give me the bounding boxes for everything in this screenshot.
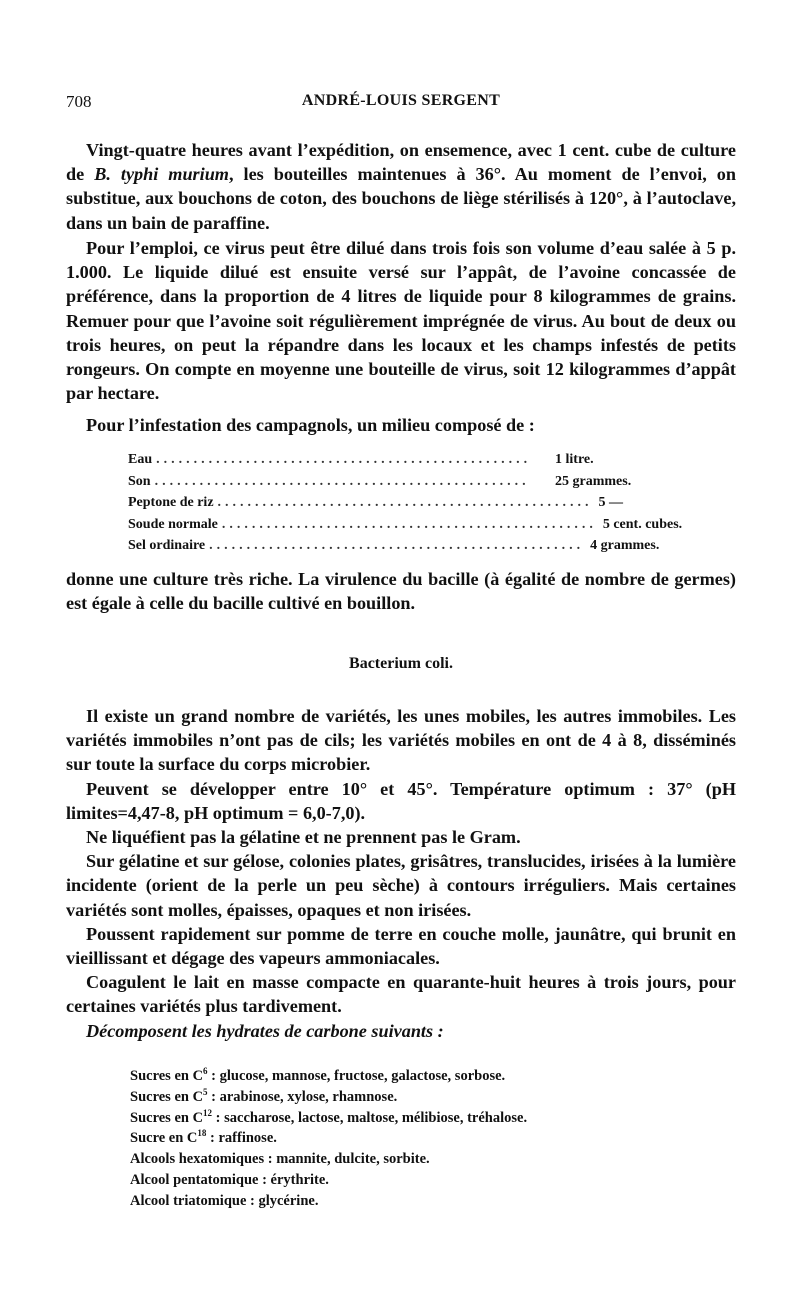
running-head: ANDRÉ-LOUIS SERGENT bbox=[301, 92, 501, 109]
section-body bbox=[66, 704, 736, 1043]
paragraph-text: Poussent rapidement sur pomme de terre en couche molle, jaunâtre, qui brunit en vieillissant et dégage des vapeurs ammoniacales. bbox=[66, 923, 736, 969]
list-item: Sucres en $C^{12}$ : saccharose, lactose, maltose, mélibiose, tréhalose. bbox=[130, 1107, 528, 1126]
list-item: Sucres en $C^6$ : glucose, mannose, fructose, galactose, sorbose. bbox=[130, 1066, 506, 1084]
carbohydrate-list bbox=[130, 1066, 690, 1212]
dot-leader: .................................................. bbox=[154, 473, 530, 489]
dot-leader: .................................................. bbox=[156, 452, 532, 467]
paragraph-text: Coagulent le lait en masse compacte en quarante-huit heures à trois jours, pour certaines variétés plus tardivement. bbox=[66, 972, 736, 1017]
paragraph-text: donne une culture très riche. La virulence du bacille (à égalité de nombre de germes) est égale à celle du bacille cultivé en bouillon. bbox=[66, 569, 736, 614]
recipe-row bbox=[128, 516, 683, 539]
species-name: B. typhi murium bbox=[94, 164, 229, 185]
page-header bbox=[66, 92, 736, 118]
dot-leader: .................................................. bbox=[209, 538, 585, 553]
list-item: Alcool pentatomique : érythrite. bbox=[130, 1171, 329, 1188]
paragraph-text: Sur gélatine et sur gélose, colonies plates, grisâtres, translucides, irisées à la lumière incidente (orient de la perle un peu sèche) à contours irréguliers. Mais certaines variétés sont molles, épaisses, opaques et non irisées. bbox=[66, 851, 736, 920]
paragraph-text: Pour l’emploi, ce virus peut être dilué dans trois fois son volume d’eau salée à 5 p. 1.000. Le liquide dilué est ensuite versé sur l’appât, de l’avoine concassée de préférence, dans la proportion de 4 litres de liquide pour 8 kilogrammes de grains. Remuer pour que l’avoine soit régulièrement imprégnée de virus. Au bout de deux ou trois heures, on peut la répandre dans les locaux et les champs infestés de petits rongeurs. On compte en moyenne une bouteille de virus, soit 12 kilogrammes d’appât par hectare. bbox=[66, 238, 736, 404]
ingredient-quantity: 4 grammes. bbox=[590, 538, 660, 553]
paragraph-shipment bbox=[66, 138, 736, 235]
italic-heading: Décomposent les hydrates de carbone suivants : bbox=[86, 1020, 444, 1041]
ingredient-name: Soude normale bbox=[128, 516, 218, 532]
ingredient-quantity: 5 cent. cubes. bbox=[602, 516, 683, 532]
ingredient-name: Sel ordinaire bbox=[128, 538, 206, 553]
list-item: Alcools hexatomiques : mannite, dulcite, sorbite. bbox=[130, 1151, 430, 1168]
list-item: Alcool triatomique : glycérine. bbox=[130, 1192, 319, 1209]
paragraph-text: Il existe un grand nombre de variétés, les unes mobiles, les autres immobiles. Les variétés immobiles n’ont pas de cils; les variétés mobiles en ont de 4 à 8, disséminés sur toute la surface du corps microbier. bbox=[66, 706, 736, 775]
paragraph-text: Pour l’infestation des campagnols, un milieu composé de : bbox=[86, 415, 535, 435]
paragraph-medium-intro bbox=[66, 413, 736, 437]
paragraph-virulence bbox=[66, 567, 736, 615]
page-number: 708 bbox=[66, 92, 92, 111]
paragraph-text: Vingt-quatre heures avant l’expédition, on ensemence, avec 1 cent. cube de culture de B. typhi murium, les bouteilles maintenues à 36°. Au moment de l’envoi, on substitue, aux bouchons de coton, des bouchons de liège stérilisés à 120°, à l’autoclave, dans un bain de paraffine. bbox=[66, 140, 736, 233]
recipe-row bbox=[128, 452, 673, 474]
ingredient-name: Peptone de riz bbox=[128, 495, 214, 510]
section-title: Bacterium coli. bbox=[349, 655, 453, 672]
dot-leader: .................................................. bbox=[221, 516, 597, 532]
list-item: Sucre en $C^{18}$ : raffinose. bbox=[130, 1128, 277, 1147]
ingredient-quantity: 25 grammes. bbox=[555, 473, 632, 489]
paragraph-usage bbox=[66, 236, 736, 405]
recipe-row bbox=[128, 495, 673, 517]
paragraph-text: Ne liquéfient pas la gélatine et ne prennent pas le Gram. bbox=[86, 827, 521, 848]
recipe-row bbox=[128, 538, 673, 560]
paragraph-text: Peuvent se développer entre 10° et 45°. Température optimum : 37° (pH limites=4,47-8, pH optimum = 6,0-7,0). bbox=[66, 778, 736, 823]
ingredient-name: Son bbox=[128, 473, 151, 489]
culture-medium-table bbox=[128, 452, 683, 560]
list-item: Sucres en $C^5$ : arabinose, xylose, rhamnose. bbox=[130, 1086, 398, 1105]
recipe-row bbox=[128, 474, 673, 496]
ingredient-name: Eau bbox=[128, 452, 153, 467]
ingredient-quantity: 5 — bbox=[598, 495, 624, 510]
dot-leader: .................................................. bbox=[217, 495, 593, 510]
ingredient-quantity: 1 litre. bbox=[555, 452, 594, 467]
